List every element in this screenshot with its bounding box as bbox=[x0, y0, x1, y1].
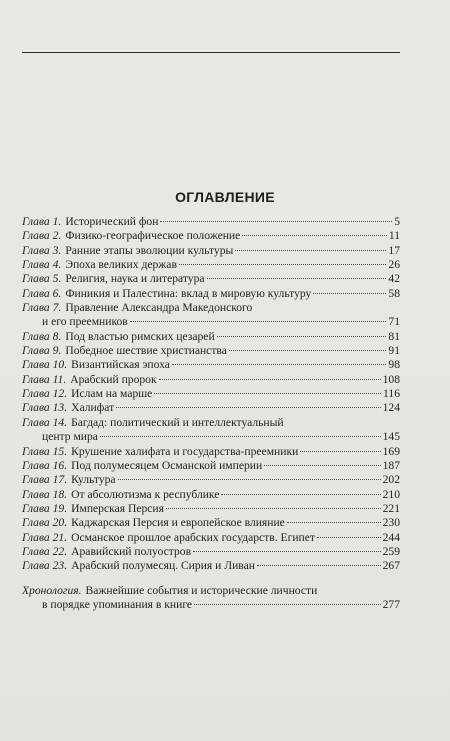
toc-leader-dots bbox=[100, 436, 381, 437]
toc-entry-label: Глава 1. bbox=[22, 215, 62, 228]
toc-entry bbox=[22, 401, 400, 415]
toc-entry-label: Глава 23. bbox=[22, 559, 68, 573]
toc-page-number: 42 bbox=[388, 272, 400, 286]
toc-entry-line bbox=[22, 559, 400, 573]
toc-entry-label: Глава 9. bbox=[22, 344, 62, 358]
toc-entry-title: и его преемников bbox=[42, 315, 128, 329]
toc-entry bbox=[22, 344, 400, 358]
toc-entry-line bbox=[22, 315, 400, 329]
toc-entry-title: Важнейшие события и исторические личности bbox=[85, 583, 318, 597]
toc-page-number: 210 bbox=[382, 487, 400, 501]
toc-entry-label: Глава 16. bbox=[22, 458, 68, 472]
toc-entry-title: Халифат bbox=[71, 401, 115, 415]
toc-entry-label: Глава 7. bbox=[22, 301, 62, 315]
toc-entry-line bbox=[22, 584, 400, 598]
toc-entry-label: Глава 12. bbox=[22, 387, 68, 401]
toc-leader-dots bbox=[179, 264, 386, 265]
toc-entry-title: Финикия и Палестина: вклад в мировую культуру bbox=[65, 286, 312, 300]
toc-entry bbox=[22, 545, 400, 559]
toc-entry-title: Победное шествие христианства bbox=[65, 344, 227, 358]
toc-entry bbox=[22, 373, 400, 387]
toc-entry-label: Глава 17. bbox=[22, 473, 68, 487]
toc-entry-line bbox=[22, 358, 400, 372]
toc-entry bbox=[22, 387, 400, 401]
toc-entry-label: Глава 10. bbox=[22, 358, 68, 372]
toc-entry-line bbox=[22, 344, 400, 358]
toc-entry-title: Исторический фон bbox=[65, 215, 159, 228]
toc-entry-line bbox=[22, 215, 400, 229]
toc-entry-label: Глава 5. bbox=[22, 272, 62, 286]
toc-page-number: 5 bbox=[394, 215, 400, 228]
toc-leader-dots bbox=[159, 379, 381, 380]
toc-leader-dots bbox=[207, 278, 387, 279]
toc-page-number: 221 bbox=[382, 501, 400, 515]
toc-entry-title: Под полумесяцем Османской империи bbox=[71, 458, 263, 472]
toc-entry-line bbox=[22, 229, 400, 243]
toc-entry-title: Османское прошлое арабских государств. Египет bbox=[71, 530, 315, 544]
toc-entry-label: Глава 11. bbox=[22, 372, 67, 386]
toc-entry-label: Глава 19. bbox=[22, 501, 68, 515]
toc-entry bbox=[22, 330, 400, 344]
toc-entry-line bbox=[22, 502, 400, 516]
toc-entry-label: Глава 15. bbox=[22, 444, 68, 458]
toc-page-number: 91 bbox=[388, 344, 400, 358]
toc-entry bbox=[22, 358, 400, 372]
toc-entry-title: Аравийский полуостров bbox=[71, 544, 192, 558]
toc-entry-line bbox=[22, 301, 400, 315]
toc-page-number: 259 bbox=[382, 544, 400, 558]
toc-page-number: 98 bbox=[388, 358, 400, 372]
toc-entry-line bbox=[22, 401, 400, 415]
toc-entry-line bbox=[22, 531, 400, 545]
toc-entry-label: Глава 13. bbox=[22, 401, 68, 415]
toc-entry-title: Физико-географическое положение bbox=[65, 229, 241, 243]
toc-entry bbox=[22, 215, 400, 229]
toc-entry-title: Каджарская Персия и европейское влияние bbox=[71, 516, 285, 530]
toc-leader-dots bbox=[118, 479, 381, 480]
toc-entry-title: Под властью римских цезарей bbox=[65, 329, 215, 343]
toc-leader-dots bbox=[242, 235, 387, 236]
toc-entry-line bbox=[22, 598, 400, 612]
toc-page-number: 26 bbox=[388, 258, 400, 272]
toc-entry-line bbox=[22, 473, 400, 487]
toc-leader-dots bbox=[287, 522, 381, 523]
toc-page-number: 11 bbox=[388, 229, 400, 243]
toc-page-number: 116 bbox=[383, 387, 400, 401]
toc-entry bbox=[22, 488, 400, 502]
toc-entry-title: Арабский пророк bbox=[70, 372, 157, 386]
toc-leader-dots bbox=[221, 494, 380, 495]
toc-entry-line bbox=[22, 430, 400, 444]
toc-entry-title: Крушение халифата и государства-преемники bbox=[71, 444, 299, 458]
toc-leader-dots bbox=[172, 364, 386, 365]
toc-entry-title: центр мира bbox=[42, 430, 98, 444]
toc-entry-label: Глава 3. bbox=[22, 243, 62, 257]
toc-entry bbox=[22, 301, 400, 330]
toc-leader-dots bbox=[116, 407, 380, 408]
toc-entry-line bbox=[22, 244, 400, 258]
toc-page-number: 169 bbox=[382, 444, 400, 458]
toc-entry-label: Глава 6. bbox=[22, 286, 62, 300]
toc-entry-line bbox=[22, 545, 400, 559]
toc-page-number: 124 bbox=[382, 401, 400, 415]
toc-entry-label: Глава 4. bbox=[22, 258, 62, 272]
toc-entry-title: Эпоха великих держав bbox=[65, 258, 177, 272]
toc-entry-line bbox=[22, 459, 400, 473]
toc-entry-label: Глава 8. bbox=[22, 329, 62, 343]
toc-entry-chronology bbox=[22, 584, 400, 613]
toc-page-number: 277 bbox=[382, 597, 400, 611]
toc-entry-line bbox=[22, 516, 400, 530]
toc-entry-title: Арабский полумесяц. Сирия и Ливан bbox=[71, 559, 255, 573]
table-of-contents bbox=[22, 215, 400, 612]
toc-entry-title: в порядке упоминания в книге bbox=[42, 597, 193, 611]
toc-leader-dots bbox=[264, 465, 380, 466]
toc-entry-line bbox=[22, 387, 400, 401]
toc-leader-dots bbox=[160, 221, 392, 222]
toc-entry-label: Глава 21. bbox=[22, 530, 68, 544]
toc-entry-line bbox=[22, 373, 400, 387]
toc-entry bbox=[22, 516, 400, 530]
toc-leader-dots bbox=[166, 508, 381, 509]
toc-entry bbox=[22, 473, 400, 487]
toc-spacer bbox=[22, 574, 400, 584]
toc-entry-label: Глава 22. bbox=[22, 544, 68, 558]
toc-leader-dots bbox=[229, 350, 387, 351]
toc-entry-label: Глава 2. bbox=[22, 229, 62, 243]
toc-leader-dots bbox=[217, 336, 387, 337]
toc-entry bbox=[22, 459, 400, 473]
toc-leader-dots bbox=[130, 321, 387, 322]
toc-entry-title: Византийская эпоха bbox=[71, 358, 170, 372]
toc-leader-dots bbox=[194, 604, 381, 605]
toc-entry-line bbox=[22, 287, 400, 301]
toc-leader-dots bbox=[193, 551, 381, 552]
toc-page-number: 108 bbox=[382, 372, 400, 386]
toc-page-number: 244 bbox=[382, 530, 400, 544]
toc-entry-line bbox=[22, 258, 400, 272]
toc-entry-line bbox=[22, 445, 400, 459]
toc-page-number: 145 bbox=[382, 430, 400, 444]
toc-leader-dots bbox=[235, 250, 386, 251]
toc-entry-title: Религия, наука и литература bbox=[65, 272, 205, 286]
toc-entry bbox=[22, 244, 400, 258]
toc-entry bbox=[22, 445, 400, 459]
toc-entry bbox=[22, 416, 400, 445]
toc-entry-label: Хронология. bbox=[22, 583, 82, 597]
toc-entry-line bbox=[22, 488, 400, 502]
toc-entry bbox=[22, 229, 400, 243]
toc-leader-dots bbox=[317, 537, 381, 538]
toc-page-number: 71 bbox=[388, 315, 400, 329]
toc-entry bbox=[22, 287, 400, 301]
toc-entry-label: Глава 20. bbox=[22, 516, 68, 530]
toc-entry bbox=[22, 559, 400, 573]
toc-page-number: 230 bbox=[382, 516, 400, 530]
toc-entry-title: От абсолютизма к республике bbox=[71, 487, 220, 501]
toc-entry bbox=[22, 258, 400, 272]
toc-leader-dots bbox=[257, 565, 381, 566]
toc-title: ОГЛАВЛЕНИЕ bbox=[175, 189, 275, 205]
toc-entry bbox=[22, 531, 400, 545]
toc-page-number: 81 bbox=[388, 329, 400, 343]
toc-entry-line bbox=[22, 416, 400, 430]
toc-entry-label: Глава 18. bbox=[22, 487, 68, 501]
toc-leader-dots bbox=[154, 393, 381, 394]
toc-entry bbox=[22, 502, 400, 516]
toc-entry-title: Ранние этапы эволюции культуры bbox=[65, 243, 234, 257]
toc-entry-title: Ислам на марше bbox=[71, 387, 153, 401]
toc-entry-line bbox=[22, 272, 400, 286]
toc-entry-title: Имперская Персия bbox=[71, 501, 164, 515]
toc-page-number: 187 bbox=[382, 458, 400, 472]
toc-entry bbox=[22, 272, 400, 286]
toc-entry-title: Культура bbox=[71, 473, 116, 487]
toc-leader-dots bbox=[313, 293, 386, 294]
toc-entry-line bbox=[22, 330, 400, 344]
toc-page-number: 267 bbox=[382, 559, 400, 573]
toc-leader-dots bbox=[300, 451, 380, 452]
toc-page-number: 17 bbox=[388, 243, 400, 257]
toc-entry-title: Правление Александра Македонского bbox=[65, 301, 253, 315]
header-rule bbox=[22, 52, 400, 53]
toc-entry-label: Глава 14. bbox=[22, 415, 68, 429]
toc-page-number: 58 bbox=[388, 286, 400, 300]
toc-entry-title: Багдад: политический и интеллектуальный bbox=[71, 415, 284, 429]
toc-page-number: 202 bbox=[382, 473, 400, 487]
